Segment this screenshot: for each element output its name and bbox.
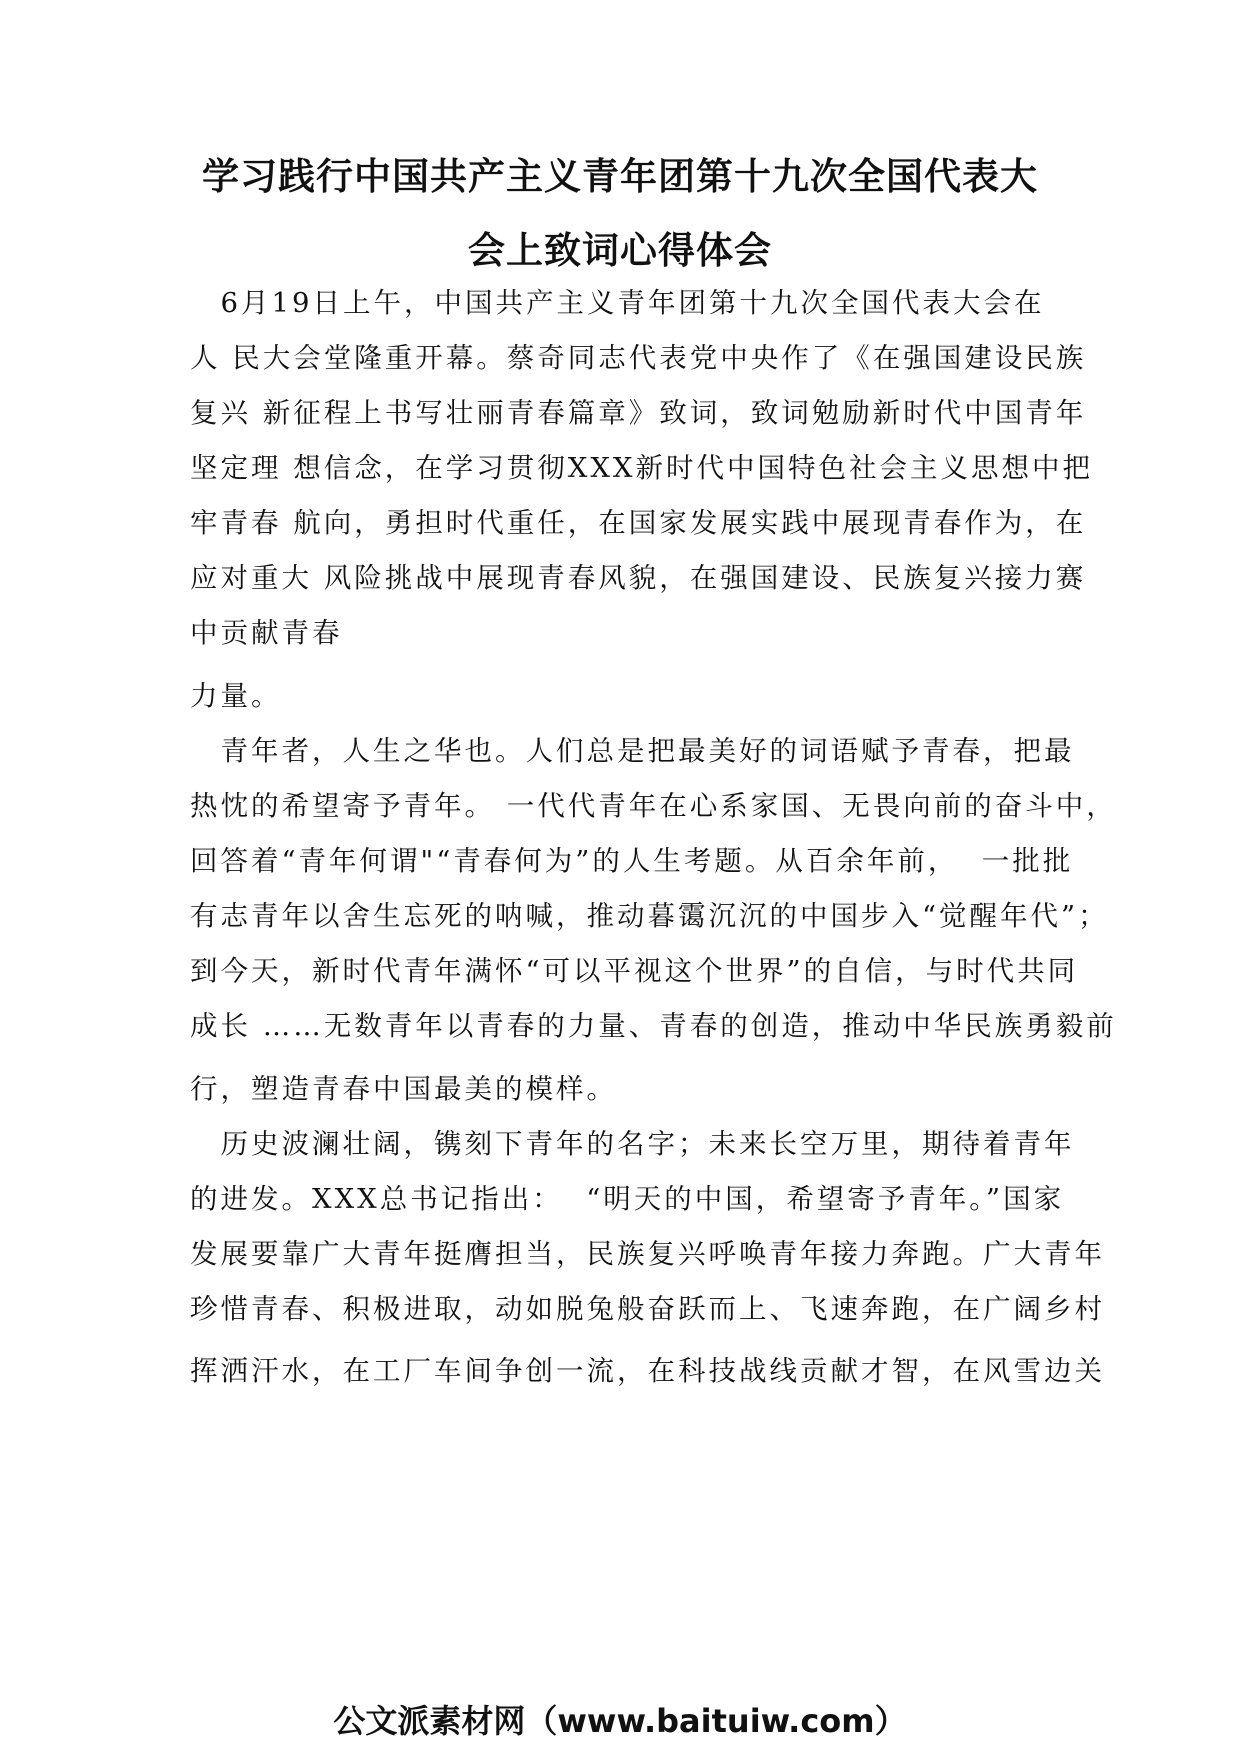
text-line: 珍惜青春、积极进取，动如脱兔般奋跃而上、飞速奔跑，在广阔乡村 [190,1293,1105,1325]
text-line: 历史波澜壮阔，镌刻下青年的名字；未来长空万里，期待着青年 [190,1128,1075,1160]
text-line: 6月19日上午，中国共产主义青年团第十九次全国代表大会在 [190,287,1045,319]
text-line: 应对重大 风险挑战中展现青春风貌，在强国建设、民族复兴接力赛 [190,562,1087,594]
text-line: 行，塑造青春中国最美的模样。 [190,1073,617,1105]
text-line: 中贡献青春 [190,617,343,649]
text-line: 的进发。XXX总书记指出： “明天的中国，希望寄予青年。”国家 [190,1183,1065,1215]
text-line: 回答着“青年何谓"“青春何为”的人生考题。从百余年前， 一批批 [190,845,1074,877]
text-line: 成长 ……无数青年以青春的力量、青春的创造，推动中华民族勇毅前 [190,1010,1117,1042]
text-line: 热忱的希望寄予青年。 一代代青年在心系家国、无畏向前的奋斗中， [190,790,1117,822]
text-line: 青年者，人生之华也。人们总是把最美好的词语赋予青春，把最 [190,735,1075,767]
text-line: 到今天，新时代青年满怀“可以平视这个世界”的自信，与时代共同 [190,955,1079,987]
text-line: 发展要靠广大青年挺膺担当，民族复兴呼唤青年接力奔跑。广大青年 [190,1238,1105,1270]
text-line: 有志青年以舍生忘死的呐喊，推动暮霭沉沉的中国步入“觉醒年代”； [190,900,1109,932]
document-title-line-2: 会上致词心得体会 [468,229,772,272]
text-line: 人 民大会堂隆重开幕。蔡奇同志代表党中央作了《在强国建设民族 [190,342,1087,374]
text-line: 复兴 新征程上书写壮丽青春篇章》致词，致词勉励新时代中国青年 [190,397,1087,429]
text-line: 牢青春 航向，勇担时代重任，在国家发展实践中展现青春作为，在 [190,507,1087,539]
document-title-line-1: 学习践行中国共产主义青年团第十九次全国代表大 [202,155,1038,198]
footer-source: 公文派素材网（www.baituiw.com） [333,1702,907,1740]
text-line: 挥洒汗水，在工厂车间争创一流，在科技战线贡献才智，在风雪边关 [190,1355,1105,1387]
text-line: 力量。 [190,680,282,712]
text-line: 坚定理 想信念，在学习贯彻XXX新时代中国特色社会主义思想中把 [190,452,1093,484]
